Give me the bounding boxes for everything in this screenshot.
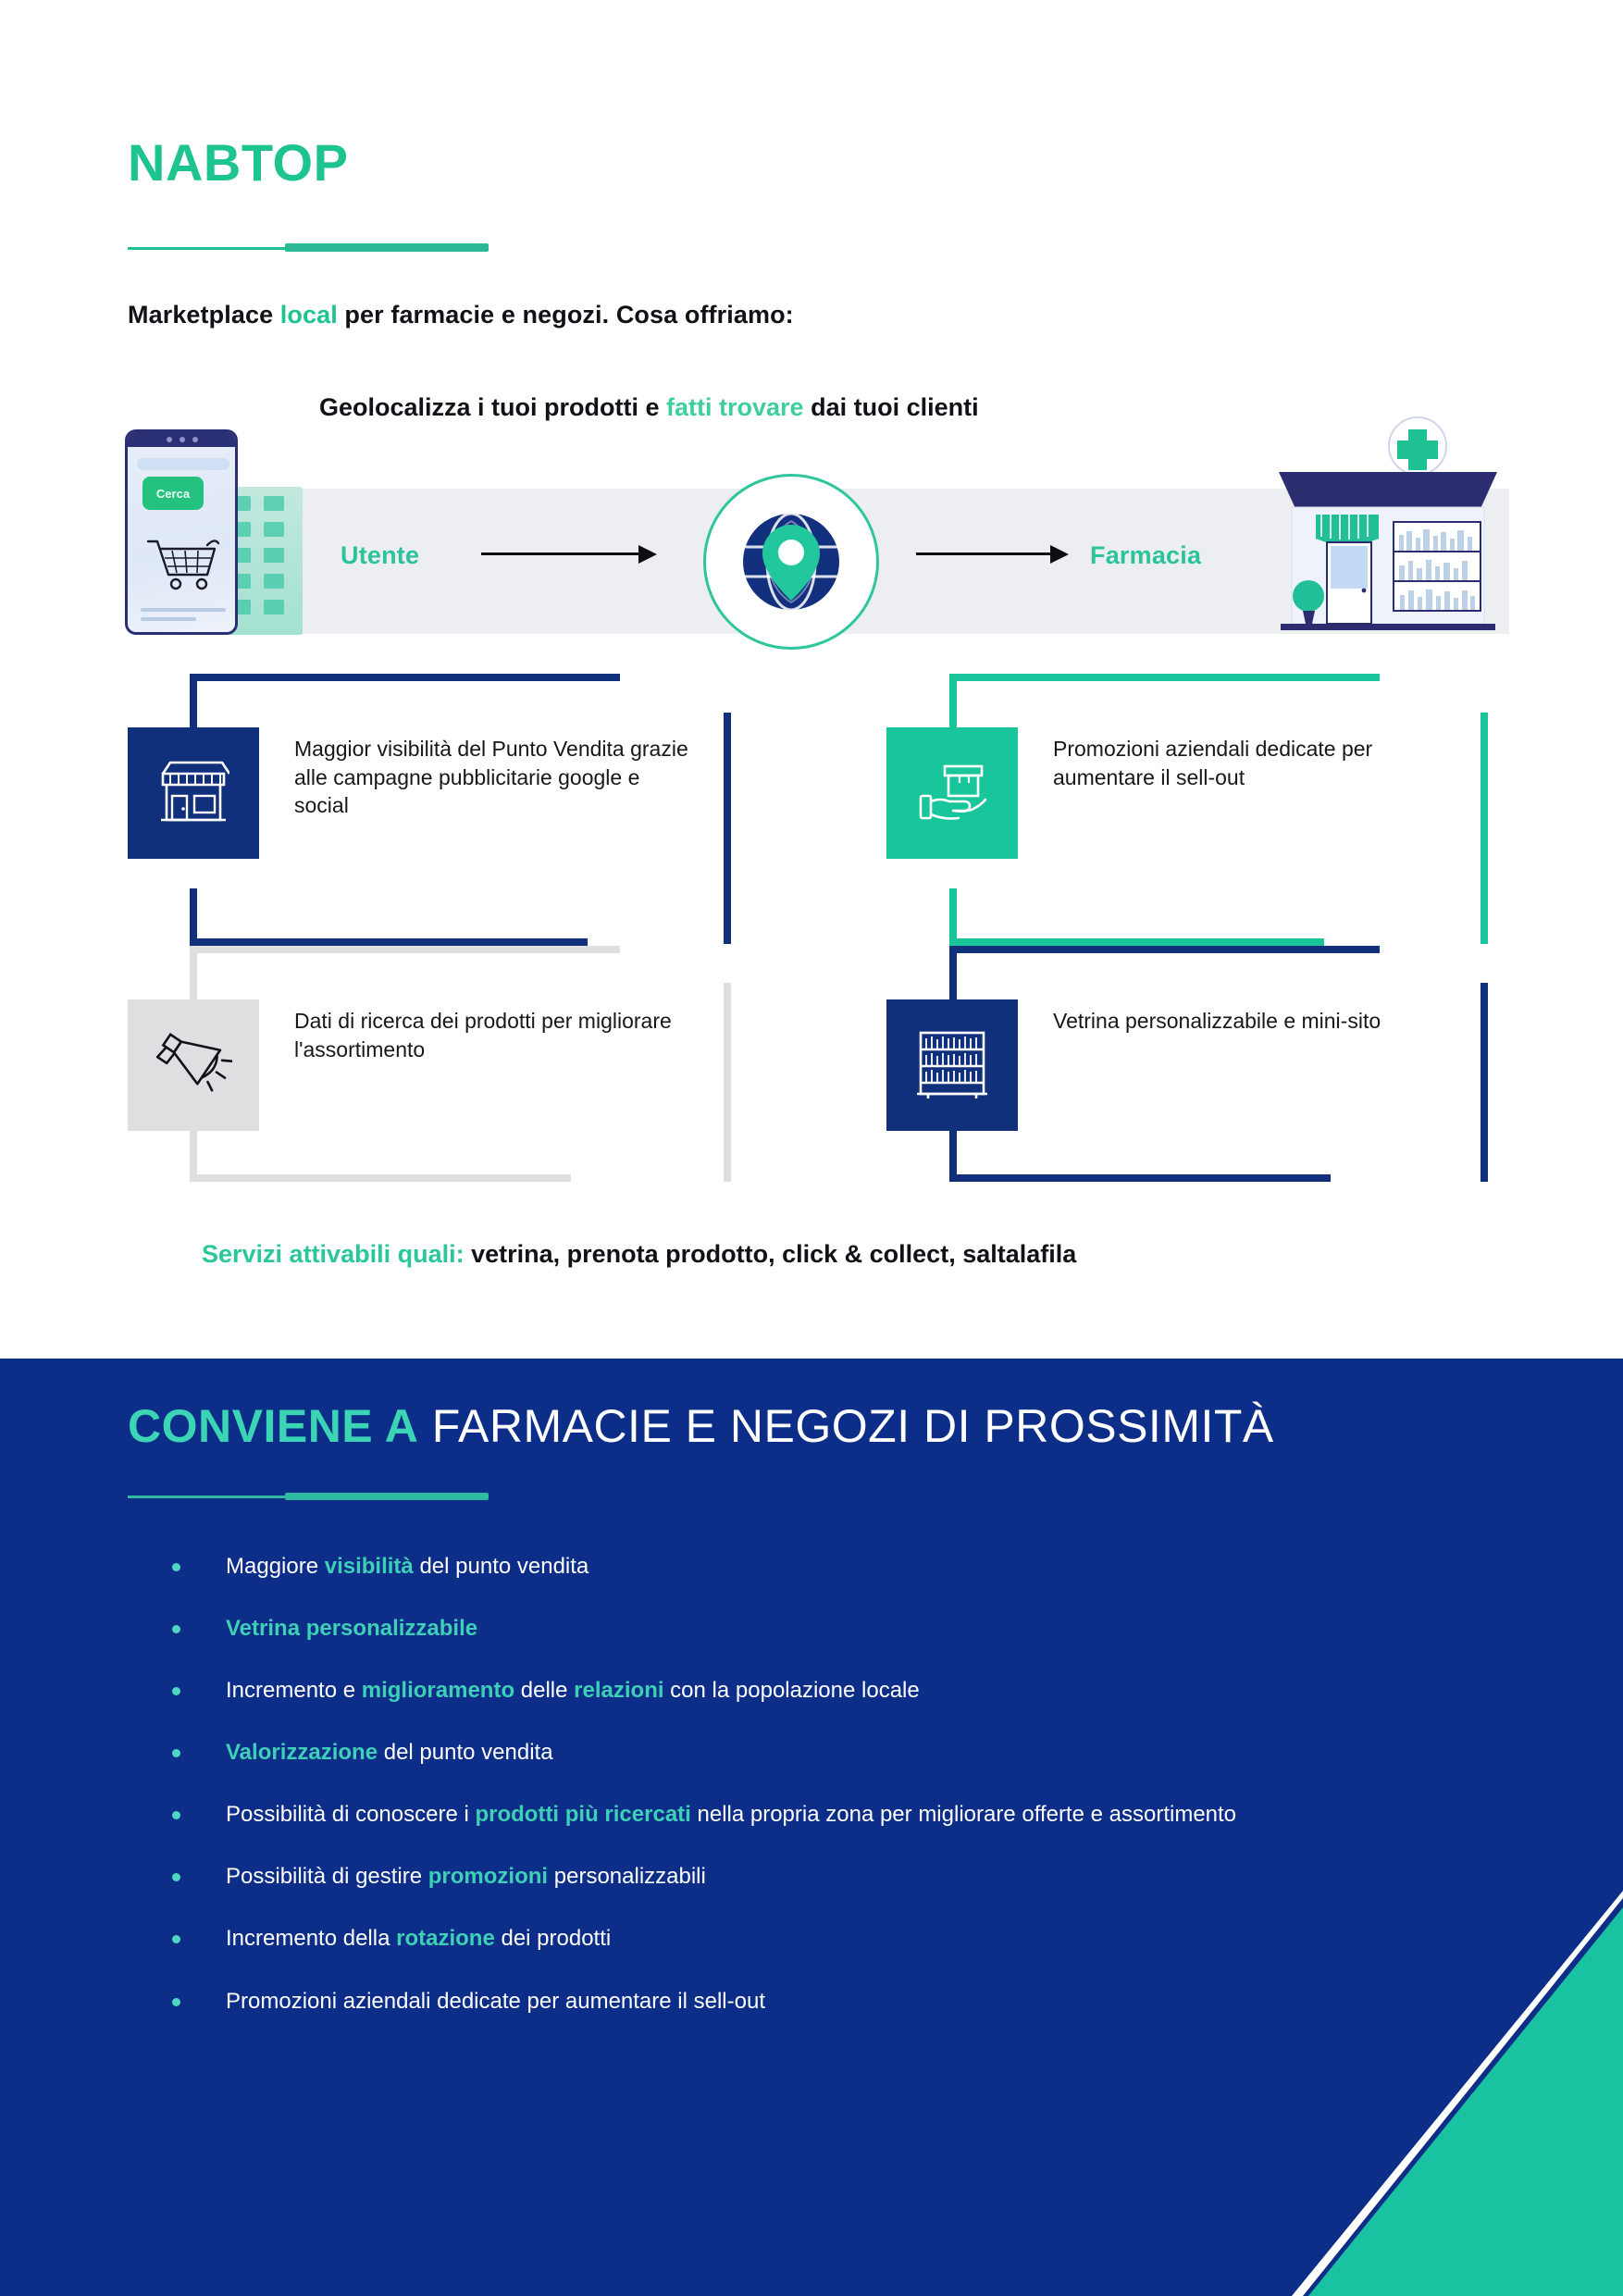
brand-divider <box>128 243 489 253</box>
bullet-dot-icon <box>172 1811 180 1819</box>
blue-divider-thick <box>285 1493 489 1500</box>
feature-1-icon-box <box>128 727 259 859</box>
pharmacy-storefront-illustration <box>1268 415 1508 637</box>
blue-divider-thin <box>128 1496 292 1498</box>
benefit-plain: delle <box>514 1678 575 1704</box>
smartphone-mockup <box>125 429 238 635</box>
bullet-dot-icon <box>172 1625 180 1633</box>
megaphone-icon <box>155 1024 232 1107</box>
tagline-accent: local <box>279 301 338 329</box>
bullet-dot-icon <box>172 1998 180 2006</box>
benefit-item-text <box>226 1613 1486 1644</box>
benefit-highlight: prodotti più ricercati <box>475 1802 691 1828</box>
benefit-highlight: rotazione <box>396 1926 495 1952</box>
benefit-item-text <box>226 1551 1486 1582</box>
benefit-item-text <box>226 1986 1486 2017</box>
benefit-highlight: promozioni <box>427 1864 549 1890</box>
benefit-plain: del punto vendita <box>413 1554 589 1579</box>
benefit-highlight: Valorizzazione <box>226 1740 378 1766</box>
benefit-item-text <box>226 1799 1486 1831</box>
benefit-item <box>172 1613 1486 1644</box>
bullet-dot-icon <box>172 1873 180 1881</box>
benefit-item <box>172 1986 1486 2017</box>
tagline <box>128 301 794 329</box>
divider-thick-line <box>285 243 489 252</box>
benefit-plain: dei prodotti <box>494 1926 612 1952</box>
benefit-plain: Possibilità di gestire <box>226 1864 428 1890</box>
services-line <box>202 1240 1076 1269</box>
geo-accent: fatti trovare <box>666 393 804 421</box>
phone-search-button[interactable]: Cerca <box>142 477 204 510</box>
benefit-item <box>172 1799 1486 1831</box>
benefit-highlight: miglioramento <box>361 1678 515 1704</box>
benefit-item <box>172 1551 1486 1582</box>
shopping-cart-icon <box>141 528 220 598</box>
benefit-item <box>172 1737 1486 1769</box>
blue-title-rest: FARMACIE E NEGOZI DI PROSSIMITÀ <box>418 1400 1274 1452</box>
blue-benefits-section <box>0 1359 1623 2296</box>
benefit-highlight: relazioni <box>574 1678 664 1704</box>
benefit-plain: del punto vendita <box>378 1740 553 1766</box>
services-rest: vetrina, prenota prodotto, click & collect, saltalafila <box>464 1240 1077 1268</box>
bullet-dot-icon <box>172 1749 180 1757</box>
geo-before: Geolocalizza i tuoi prodotti e <box>319 393 667 421</box>
services-accent: Servizi attivabili quali: <box>202 1240 465 1268</box>
benefits-list <box>172 1551 1486 2048</box>
feature-2-icon-box <box>886 727 1018 859</box>
bullet-dot-icon <box>172 1563 180 1571</box>
benefit-highlight: Vetrina personalizzabile <box>226 1616 478 1642</box>
divider-thin-line <box>128 247 292 250</box>
tagline-after: per farmacie e negozi. Cosa offriamo: <box>337 301 794 329</box>
feature-3-text: Dati di ricerca dei prodotti per migliorare l'assortimento <box>294 1009 672 1061</box>
benefit-item <box>172 1675 1486 1706</box>
feature-1-text: Maggior visibilità del Punto Vendita grazie alle campagne pubblicitarie google e social <box>294 737 688 818</box>
blue-title-accent: CONVIENE A <box>128 1400 419 1452</box>
geolocation-heading <box>319 393 979 422</box>
benefit-item-text <box>226 1923 1486 1955</box>
benefit-item-text <box>226 1675 1486 1706</box>
benefit-plain: Maggiore <box>226 1554 325 1579</box>
flow-label-farmacia: Farmacia <box>1090 541 1202 569</box>
storefront-icon <box>157 757 229 830</box>
brand-title: NABTOP <box>128 133 349 192</box>
bullet-dot-icon <box>172 1935 180 1943</box>
tagline-before: Marketplace <box>128 301 280 329</box>
arrow-user-to-globe <box>481 544 657 565</box>
phone-search-bar[interactable] <box>137 458 229 470</box>
bullet-dot-icon <box>172 1687 180 1695</box>
benefit-plain: personalizzabili <box>548 1864 706 1890</box>
blue-section-divider <box>128 1493 489 1501</box>
arrow-globe-to-pharmacy <box>916 544 1069 565</box>
benefit-highlight: visibilità <box>324 1554 414 1579</box>
benefit-item <box>172 1923 1486 1955</box>
feature-4-icon-box <box>886 999 1018 1131</box>
benefit-plain: Possibilità di conoscere i <box>226 1802 476 1828</box>
phone-illustration <box>125 429 305 635</box>
benefit-plain: Incremento della <box>226 1926 397 1952</box>
feature-3-icon-box <box>128 999 259 1131</box>
hand-package-icon <box>915 759 989 828</box>
benefit-item-text <box>226 1737 1486 1769</box>
blue-section-title <box>128 1399 1274 1453</box>
feature-2-text: Promozioni aziendali dedicate per aumentare il sell-out <box>1053 737 1373 789</box>
benefit-item-text <box>226 1861 1486 1893</box>
benefit-plain: Promozioni aziendali dedicate per aumentare il sell-out <box>226 1988 765 2014</box>
geo-after: dai tuoi clienti <box>803 393 979 421</box>
flow-label-utente: Utente <box>341 541 420 569</box>
benefit-plain: nella propria zona per migliorare offerte e assortimento <box>690 1802 1237 1828</box>
feature-4-text: Vetrina personalizzabile e mini-sito <box>1053 1009 1381 1033</box>
benefit-plain: con la popolazione locale <box>663 1678 920 1704</box>
globe-location-icon <box>703 474 879 650</box>
benefit-plain: Incremento e <box>226 1678 362 1704</box>
shelf-display-icon <box>915 1027 989 1104</box>
benefit-item <box>172 1861 1486 1893</box>
